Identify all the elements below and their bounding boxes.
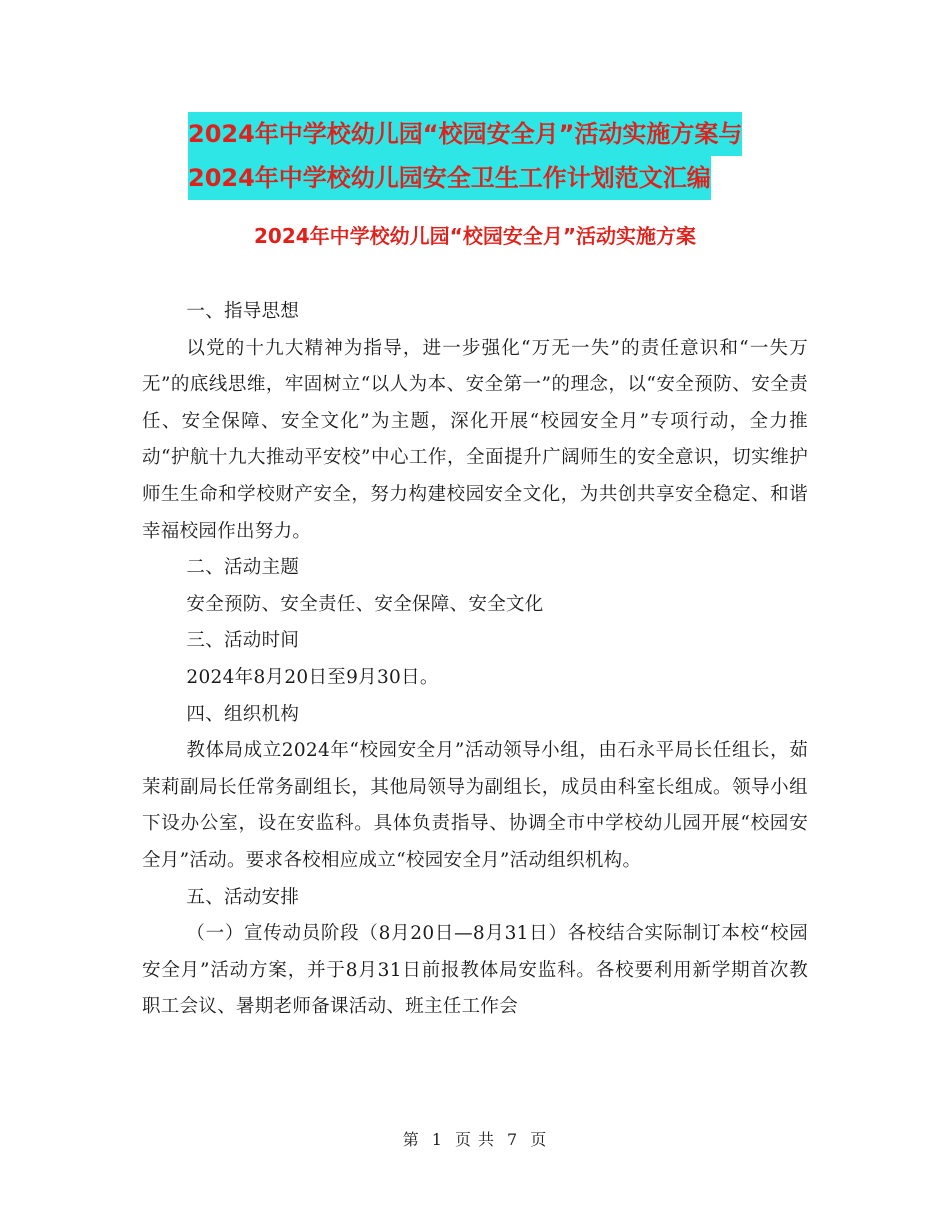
paragraph-organization: 教体局成立2024年“校园安全月”活动领导小组，由石永平局长任组长，茹茉莉副局长任常务副组长，其他局领导为副组长，成员由科室长组成。领导小组下设办公室，设在安监科。具体负责指导、协调全市中学校幼儿园开展“校园安全月”活动。要求各校相应成立“校园安全月”活动组织机构。 — [142, 740, 808, 871]
footer-label-page: 第 — [402, 1130, 420, 1149]
paragraph-guiding-ideology: 以党的十九大精神为指导，进一步强化“万无一失”的责任意识和“一失万无”的底线思维，牢固树立“以人为本、安全第一”的理念，以“安全预防、安全责任、安全保障、安全文化”为主题，深化开展“校园安全月”专项行动，全力推动“护航十九大推动平安校”中心工作，全面提升广阔师生的安全意识，切实维护师生生命和学校财产安全，努力构建校园安全文化，为共创共享安全稳定、和谐幸福校园作出努力。 — [142, 337, 808, 542]
main-title-line-2: 2024年中学校幼儿园安全卫生工作计划范文汇编 — [188, 156, 711, 200]
section-title: 2024年中学校幼儿园“校园安全月”活动实施方案 — [254, 224, 696, 248]
paragraph-activity-arrangement: （一）宣传动员阶段（8月20日—8月31日）各校结合实际制订本校“校园安全月”活动方案，并于8月31日前报教体局安监科。各校要利用新学期首次教职工会议、暑期老师备课活动、班主任工作会 — [142, 923, 808, 1018]
footer-label-end: 页 — [530, 1130, 548, 1149]
paragraph-activity-theme: 安全预防、安全责任、安全保障、安全文化 — [186, 593, 544, 615]
heading-activity-time: 三、活动时间 — [186, 630, 300, 652]
footer-label-of: 页 共 — [454, 1130, 496, 1149]
heading-activity-theme: 二、活动主题 — [186, 557, 300, 579]
heading-activity-arrangement: 五、活动安排 — [186, 886, 300, 908]
heading-guiding-ideology: 一、指导思想 — [186, 301, 300, 322]
page-footer — [0, 1127, 950, 1150]
footer-current-page: 1 — [431, 1130, 443, 1149]
document-body — [142, 294, 808, 1026]
heading-organization: 四、组织机构 — [186, 703, 300, 725]
footer-total-pages: 7 — [507, 1130, 519, 1149]
main-title-line-1: 2024年中学校幼儿园“校园安全月”活动实施方案与 — [188, 112, 742, 156]
paragraph-activity-time: 2024年8月20日至9月30日。 — [186, 666, 439, 688]
